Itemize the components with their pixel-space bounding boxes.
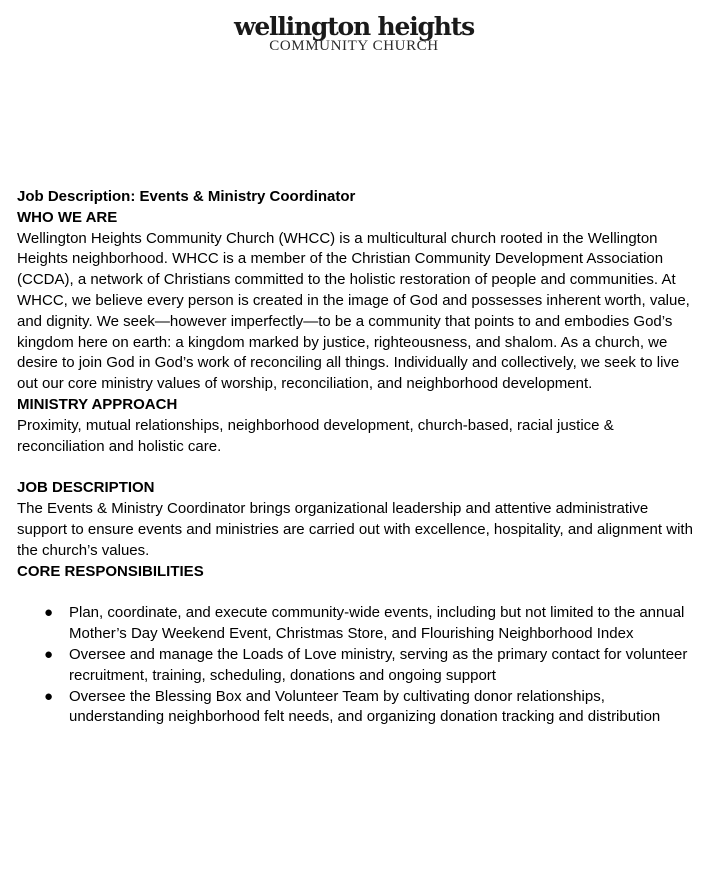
job-description-body: The Events & Ministry Coordinator brings organizational leadership and attentive administrative support to ensure events and ministries are carried out with excellence, hospitality, and alignment with the church’s values. bbox=[17, 500, 693, 559]
church-logo bbox=[0, 14, 708, 54]
list-item bbox=[17, 603, 697, 645]
document-title: Job Description: Events & Ministry Coordinator bbox=[17, 188, 356, 205]
bullet-icon: ● bbox=[44, 645, 54, 663]
list-item-text: Oversee the Blessing Box and Volunteer Team by cultivating donor relationships, understanding neighborhood felt needs, and organizing donation tracking and distribution bbox=[69, 687, 661, 726]
document-body bbox=[17, 187, 697, 728]
core-responsibilities-heading: CORE RESPONSIBILITIES bbox=[17, 562, 204, 580]
logo-wordmark: wellington heights bbox=[234, 12, 474, 41]
bullet-icon: ● bbox=[44, 687, 54, 705]
list-item bbox=[17, 645, 697, 687]
who-we-are-body: Wellington Heights Community Church (WHCC) is a multicultural church rooted in the Wellington Heights neighborhood. WHCC is a member of the Christian Community Development Association (CCDA), a network of Christians committed to the holistic restoration of people and communities. At WHCC, we believe every person is created in the image of God and possesses inherent worth, value, and dignity. We seek—however imperfectly—to be a community that points to and embodies God’s kingdom here on earth: a kingdom marked by justice, righteousness, and shalom. As a church, we desire to join God in God’s work of reconciling all things. Individually and collectively, we seek to live out our core ministry values of worship, reconciliation, and neighborhood development. bbox=[17, 229, 690, 393]
responsibilities-list bbox=[17, 603, 697, 728]
logo-subtitle: COMMUNITY CHURCH bbox=[269, 38, 439, 54]
list-item-text: Oversee and manage the Loads of Love ministry, serving as the primary contact for volunteer recruitment, training, scheduling, donations and ongoing support bbox=[69, 645, 688, 684]
ministry-approach-body: Proximity, mutual relationships, neighborhood development, church-based, racial justice & reconciliation and holistic care. bbox=[17, 416, 614, 455]
job-description-heading: JOB DESCRIPTION bbox=[17, 479, 155, 497]
bullet-icon: ● bbox=[44, 604, 54, 622]
list-item-text: Plan, coordinate, and execute community-wide events, including but not limited to the annual Mother’s Day Weekend Event, Christmas Store, and Flourishing Neighborhood Index bbox=[69, 604, 685, 643]
ministry-approach-heading: MINISTRY APPROACH bbox=[17, 395, 178, 413]
list-item bbox=[17, 687, 697, 729]
who-we-are-heading: WHO WE ARE bbox=[17, 208, 118, 226]
